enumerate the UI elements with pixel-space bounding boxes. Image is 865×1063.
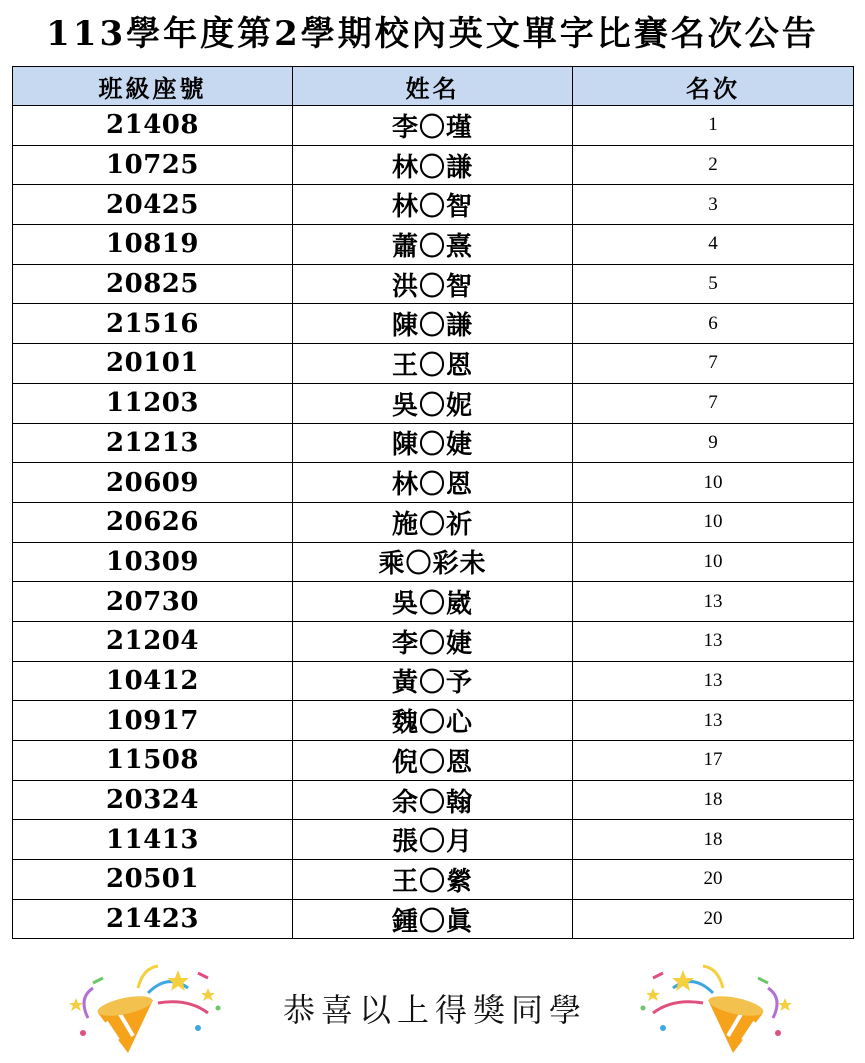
seat-number-cell: 10309: [13, 542, 293, 582]
rank-cell: 2: [573, 145, 854, 185]
student-name-cell: 林〇謙: [293, 145, 573, 185]
table-row: [13, 145, 854, 185]
rank-cell: 7: [573, 383, 854, 423]
rank-cell: 6: [573, 304, 854, 344]
seat-number-cell: 10917: [13, 701, 293, 741]
rank-cell: 10: [573, 463, 854, 503]
student-name-cell: 吳〇妮: [293, 383, 573, 423]
student-name-cell: 洪〇智: [293, 264, 573, 304]
rank-cell: 17: [573, 741, 854, 781]
seat-number-cell: 10819: [13, 225, 293, 265]
rank-cell: 10: [573, 542, 854, 582]
student-name-cell: 魏〇心: [293, 701, 573, 741]
table-row: [13, 701, 854, 741]
rank-cell: 13: [573, 701, 854, 741]
table-row: [13, 621, 854, 661]
table-row: [13, 106, 854, 146]
rank-cell: 3: [573, 185, 854, 225]
student-name-cell: 余〇翰: [293, 780, 573, 820]
table-row: [13, 463, 854, 503]
seat-number-cell: 20609: [13, 463, 293, 503]
seat-number-cell: 20626: [13, 502, 293, 542]
rank-cell: 13: [573, 621, 854, 661]
table-row: [13, 304, 854, 344]
student-name-cell: 鍾〇眞: [293, 899, 573, 939]
student-name-cell: 李〇婕: [293, 621, 573, 661]
rank-cell: 13: [573, 582, 854, 622]
seat-number-cell: 21408: [13, 106, 293, 146]
congratulations-text: 恭喜以上得獎同學: [282, 991, 587, 1029]
seat-number-cell: 10725: [13, 145, 293, 185]
table-row: [13, 582, 854, 622]
rank-cell: 13: [573, 661, 854, 701]
student-name-cell: 蕭〇熹: [293, 225, 573, 265]
student-name-cell: 陳〇婕: [293, 423, 573, 463]
seat-number-cell: 20501: [13, 860, 293, 900]
rank-cell: 10: [573, 502, 854, 542]
seat-number-cell: 20101: [13, 344, 293, 384]
student-name-cell: 張〇月: [293, 820, 573, 860]
seat-number-cell: 21423: [13, 899, 293, 939]
table-row: [13, 264, 854, 304]
rank-cell: 4: [573, 225, 854, 265]
header-name: 姓名: [293, 67, 573, 106]
seat-number-cell: 10412: [13, 661, 293, 701]
seat-number-cell: 20825: [13, 264, 293, 304]
table-row: [13, 780, 854, 820]
table-row: [13, 661, 854, 701]
header-rank: 名次: [573, 67, 854, 106]
student-name-cell: 王〇縈: [293, 860, 573, 900]
table-row: [13, 820, 854, 860]
student-name-cell: 陳〇謙: [293, 304, 573, 344]
table-header-row: [13, 67, 854, 106]
rank-cell: 7: [573, 344, 854, 384]
rank-cell: 20: [573, 860, 854, 900]
seat-number-cell: 20425: [13, 185, 293, 225]
table-row: [13, 344, 854, 384]
student-name-cell: 林〇智: [293, 185, 573, 225]
table-row: [13, 185, 854, 225]
seat-number-cell: 21213: [13, 423, 293, 463]
rank-cell: 20: [573, 899, 854, 939]
seat-number-cell: 20730: [13, 582, 293, 622]
student-name-cell: 乘〇彩未: [293, 542, 573, 582]
seat-number-cell: 20324: [13, 780, 293, 820]
page-title: 113學年度第2學期校內英文單字比賽名次公告: [46, 14, 819, 54]
seat-number-cell: 11508: [13, 741, 293, 781]
seat-number-cell: 11413: [13, 820, 293, 860]
table-row: [13, 860, 854, 900]
table-row: [13, 741, 854, 781]
rank-cell: 1: [573, 106, 854, 146]
rank-cell: 18: [573, 780, 854, 820]
rank-cell: 5: [573, 264, 854, 304]
header-seat: 班級座號: [13, 67, 293, 106]
student-name-cell: 李〇瑾: [293, 106, 573, 146]
seat-number-cell: 11203: [13, 383, 293, 423]
seat-number-cell: 21516: [13, 304, 293, 344]
student-name-cell: 施〇祈: [293, 502, 573, 542]
rank-cell: 18: [573, 820, 854, 860]
table-row: [13, 899, 854, 939]
student-name-cell: 林〇恩: [293, 463, 573, 503]
table-row: [13, 502, 854, 542]
table-row: [13, 225, 854, 265]
student-name-cell: 黃〇予: [293, 661, 573, 701]
party-popper-icon: [58, 958, 253, 1058]
seat-number-cell: 21204: [13, 621, 293, 661]
table-row: [13, 542, 854, 582]
party-popper-icon: [608, 958, 803, 1058]
table-row: [13, 383, 854, 423]
student-name-cell: 吳〇崴: [293, 582, 573, 622]
table-row: [13, 423, 854, 463]
ranking-table: [12, 66, 854, 939]
student-name-cell: 倪〇恩: [293, 741, 573, 781]
student-name-cell: 王〇恩: [293, 344, 573, 384]
rank-cell: 9: [573, 423, 854, 463]
